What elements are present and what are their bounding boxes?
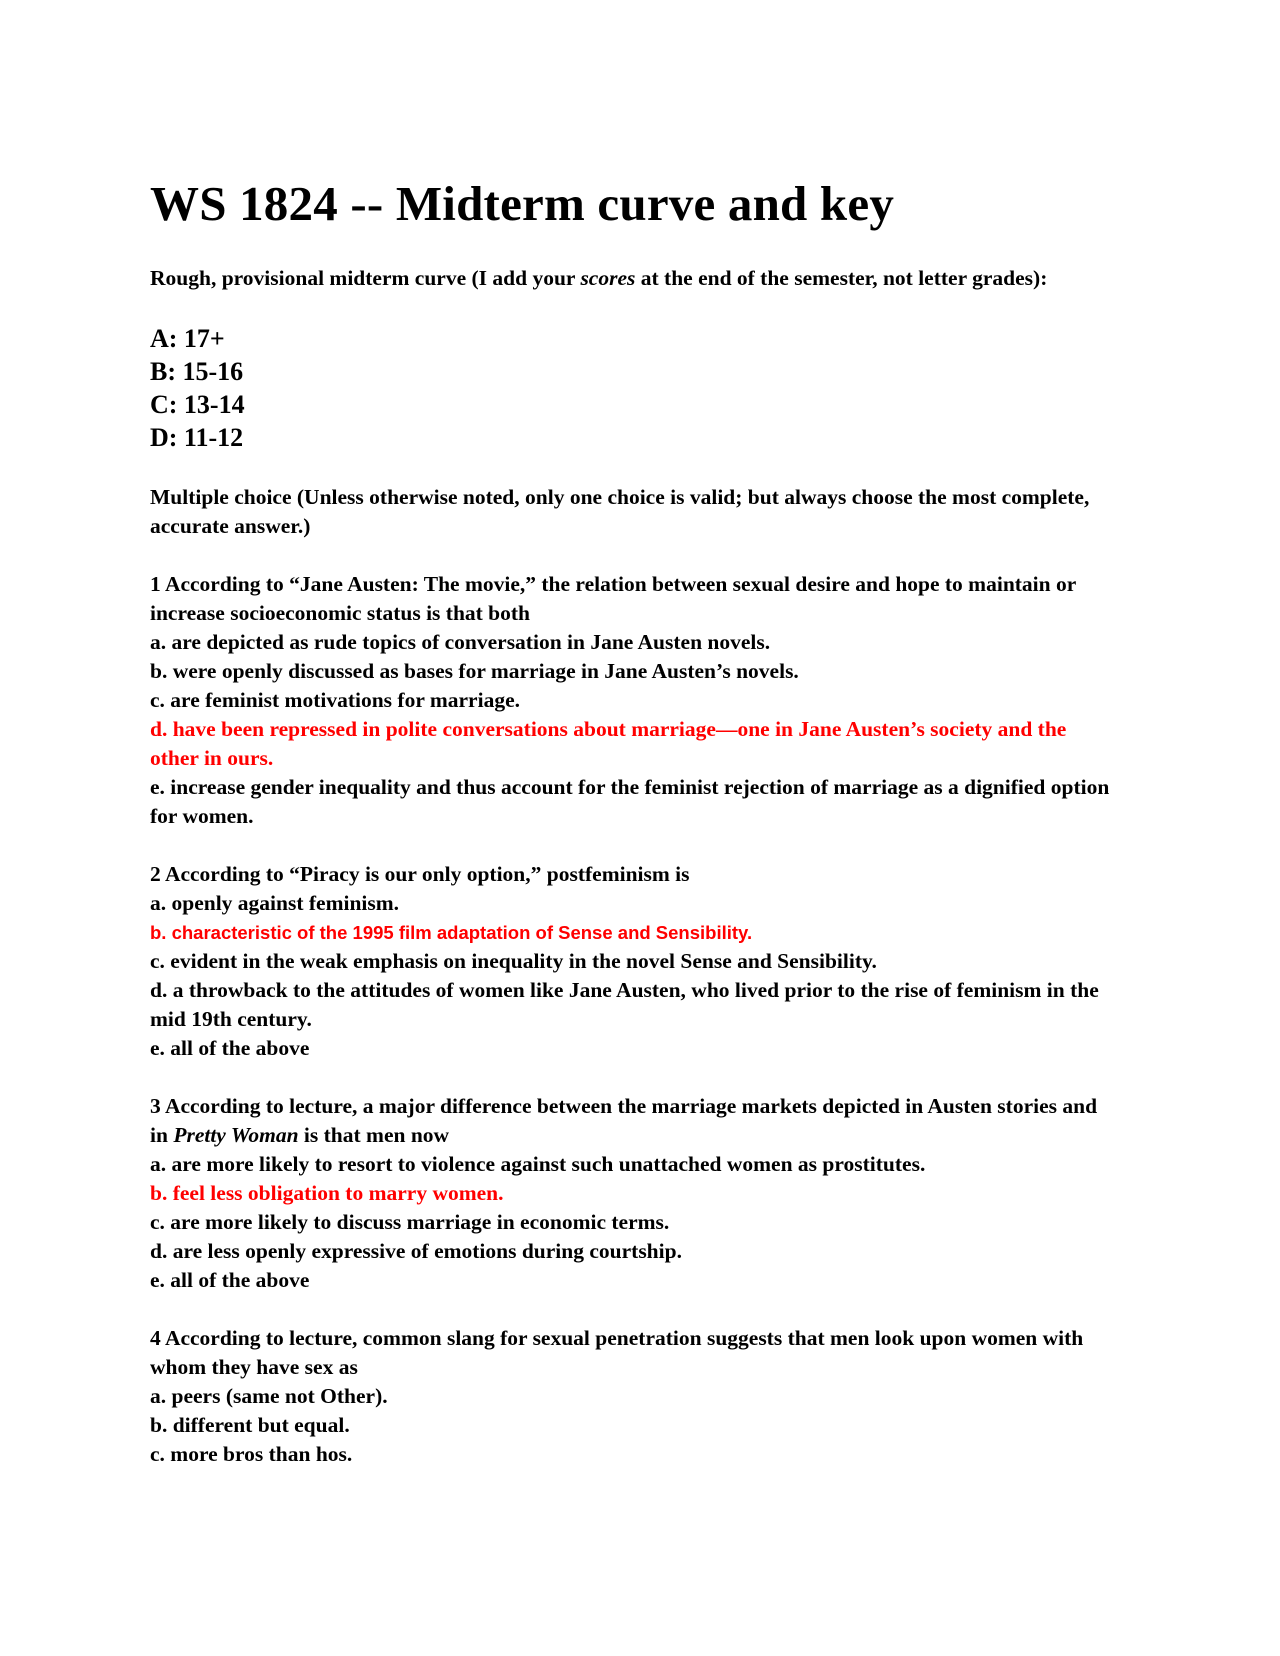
spacer (150, 831, 1110, 860)
question-3-option-d: d. are less openly expressive of emotions during courtship. (150, 1239, 682, 1263)
question-3-stem (150, 1092, 1110, 1150)
question-1-option-b: b. were openly discussed as bases for marriage in Jane Austen’s novels. (150, 659, 799, 683)
spacer (150, 454, 1110, 483)
question-3-stem-pre: 3 According to lecture, a major difference between the marriage markets depicted in Austen stories and in (150, 1094, 1098, 1147)
question-1-option-d-answer: d. have been repressed in polite conversations about marriage—one in Jane Austen’s society and the other in ours. (150, 717, 1067, 770)
question-1 (150, 570, 1110, 831)
question-2-option-c: c. evident in the weak emphasis on inequality in the novel Sense and Sensibility. (150, 949, 877, 973)
question-3 (150, 1092, 1110, 1295)
question-2-option-b-answer: b. characteristic of the 1995 film adaptation of Sense and Sensibility. (150, 922, 753, 943)
spacer (150, 293, 1110, 322)
question-2-option-a: a. openly against feminism. (150, 891, 400, 915)
page-title: WS 1824 -- Midterm curve and key (150, 176, 895, 231)
curve-intro (150, 264, 1110, 293)
question-2-stem: 2 According to “Piracy is our only option,” postfeminism is (150, 862, 690, 886)
grade-c: C: 13-14 (150, 390, 245, 419)
question-4 (150, 1324, 1110, 1469)
question-1-stem: 1 According to “Jane Austen: The movie,” the relation between sexual desire and hope to maintain or increase socioeconomic status is that both (150, 572, 1076, 625)
question-3-stem-emphasis: Pretty Woman (173, 1123, 299, 1147)
curve-intro-pre: Rough, provisional midterm curve (I add your (150, 266, 581, 290)
curve-intro-emphasis: scores (580, 266, 636, 290)
grade-a: A: 17+ (150, 324, 225, 353)
grade-b: B: 15-16 (150, 357, 244, 386)
question-3-stem-post: is that men now (298, 1123, 450, 1147)
spacer (150, 541, 1110, 570)
spacer (150, 1063, 1110, 1092)
question-4-option-c: c. more bros than hos. (150, 1442, 353, 1466)
curve-intro-post: at the end of the semester, not letter grades): (635, 266, 1048, 290)
question-1-option-a: a. are depicted as rude topics of conversation in Jane Austen novels. (150, 630, 771, 654)
question-4-stem: 4 According to lecture, common slang for sexual penetration suggests that men look upon women with whom they have sex as (150, 1326, 1084, 1379)
question-1-option-c: c. are feminist motivations for marriage. (150, 688, 520, 712)
question-1-option-e: e. increase gender inequality and thus account for the feminist rejection of marriage as a dignified option for women. (150, 775, 1110, 828)
grade-d: D: 11-12 (150, 423, 244, 452)
spacer (150, 1295, 1110, 1324)
question-3-option-e: e. all of the above (150, 1268, 310, 1292)
question-2-option-e: e. all of the above (150, 1036, 310, 1060)
question-3-option-c: c. are more likely to discuss marriage in economic terms. (150, 1210, 670, 1234)
question-2 (150, 860, 1110, 1063)
question-4-option-b: b. different but equal. (150, 1413, 350, 1437)
multiple-choice-intro: Multiple choice (Unless otherwise noted, only one choice is valid; but always choose the most complete, accurate answer.) (150, 485, 1090, 538)
question-4-option-a: a. peers (same not Other). (150, 1384, 388, 1408)
question-2-option-d: d. a throwback to the attitudes of women like Jane Austen, who lived prior to the rise of feminism in the mid 19th century. (150, 978, 1099, 1031)
document-page (150, 178, 1110, 1469)
question-3-option-b-answer: b. feel less obligation to marry women. (150, 1181, 504, 1205)
question-3-option-a: a. are more likely to resort to violence against such unattached women as prostitutes. (150, 1152, 926, 1176)
